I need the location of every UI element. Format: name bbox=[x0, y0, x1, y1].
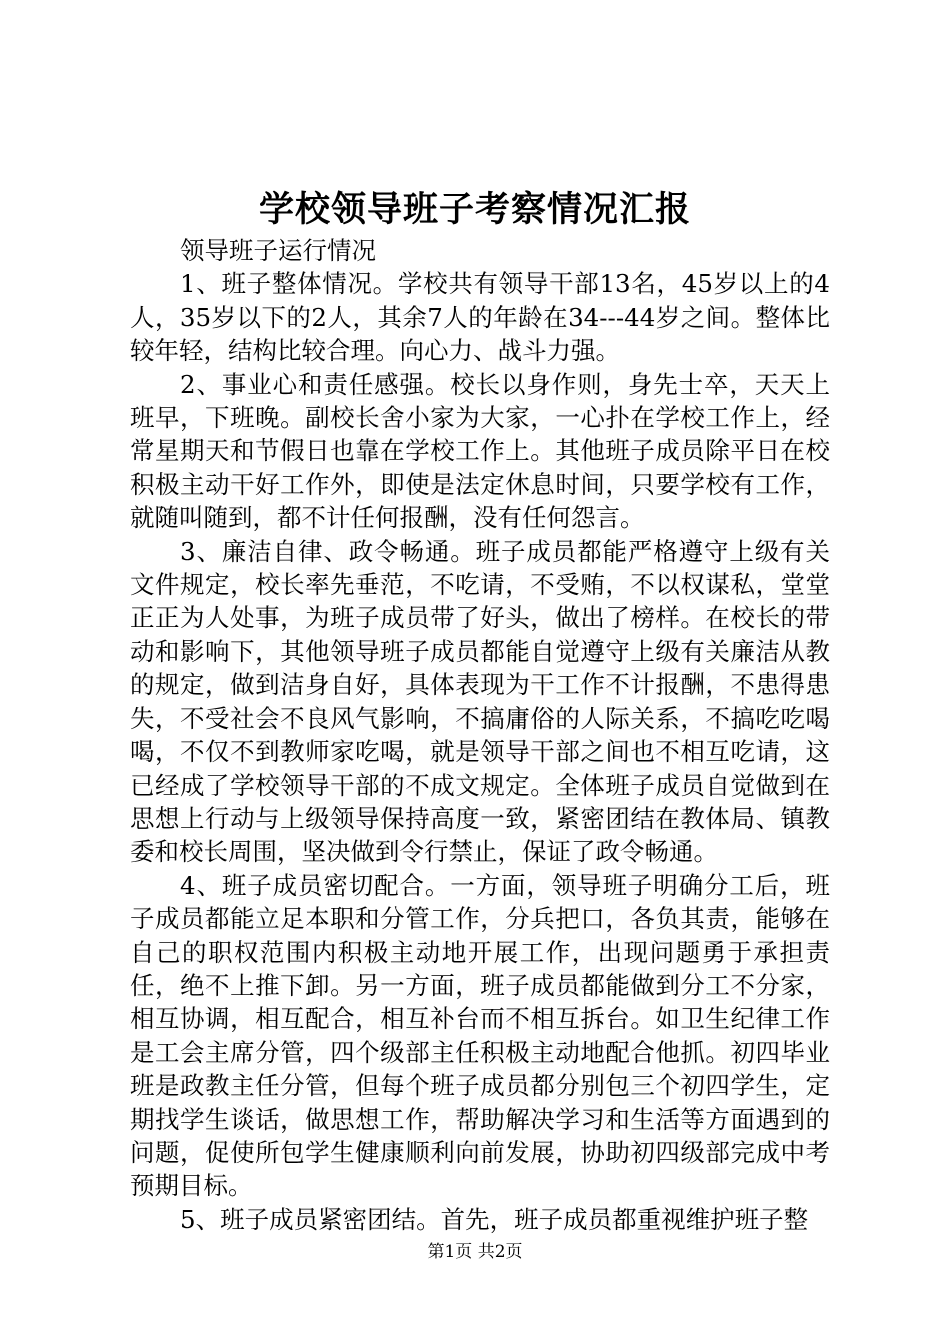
document-body bbox=[130, 234, 830, 1236]
page-number-footer: 第1页 共2页 bbox=[427, 1242, 523, 1262]
paragraph-2: 2、事业心和责任感强。校长以身作则，身先士卒，天天上班早，下班晚。副校长舍小家为大家，一心扑在学校工作上，经常星期天和节假日也靠在学校工作上。其他班子成员除平日在校积极主动干好工作外，即使是法定休息时间，只要学校有工作，就随叫随到，都不计任何报酬，没有任何怨言。 bbox=[130, 369, 830, 533]
paragraph-4: 4、班子成员密切配合。一方面，领导班子明确分工后，班子成员都能立足本职和分管工作，分兵把口，各负其责，能够在自己的职权范围内积极主动地开展工作，出现问题勇于承担责任，绝不上推下卸。另一方面，班子成员都能做到分工不分家，相互协调，相互配合，相互补台而不相互拆台。如卫生纪律工作是工会主席分管，四个级部主任积极主动地配合他抓。初四毕业班是政教主任分管，但每个班子成员都分别包三个初四学生，定期找学生谈话，做思想工作，帮助解决学习和生活等方面遇到的问题，促使所包学生健康顺利向前发展，协助初四级部完成中考预期目标。 bbox=[130, 870, 830, 1201]
paragraph-3: 3、廉洁自律、政令畅通。班子成员都能严格遵守上级有关文件规定，校长率先垂范，不吃请，不受贿，不以权谋私，堂堂正正为人处事，为班子成员带了好头，做出了榜样。在校长的带动和影响下，其他领导班子成员都能自觉遵守上级有关廉洁从教的规定，做到洁身自好，具体表现为干工作不计报酬，不患得患失，不受社会不良风气影响，不搞庸俗的人际关系，不搞吃吃喝喝，不仅不到教师家吃喝，就是领导干部之间也不相互吃请，这已经成了学校领导干部的不成文规定。全体班子成员自觉做到在思想上行动与上级领导保持高度一致，紧密团结在教体局、镇教委和校长周围，坚决做到令行禁止，保证了政令畅通。 bbox=[130, 536, 830, 867]
paragraph-5: 5、班子成员紧密团结。首先，班子成员都重视维护班子整 bbox=[180, 1204, 809, 1234]
section-heading: 领导班子运行情况 bbox=[180, 236, 376, 265]
paragraph-1: 1、班子整体情况。学校共有领导干部13名，45岁以上的4人，35岁以下的2人，其余7人的年龄在34---44岁之间。整体比较年轻，结构比较合理。向心力、战斗力强。 bbox=[130, 269, 830, 366]
document-title: 学校领导班子考察情况汇报 bbox=[258, 189, 691, 230]
